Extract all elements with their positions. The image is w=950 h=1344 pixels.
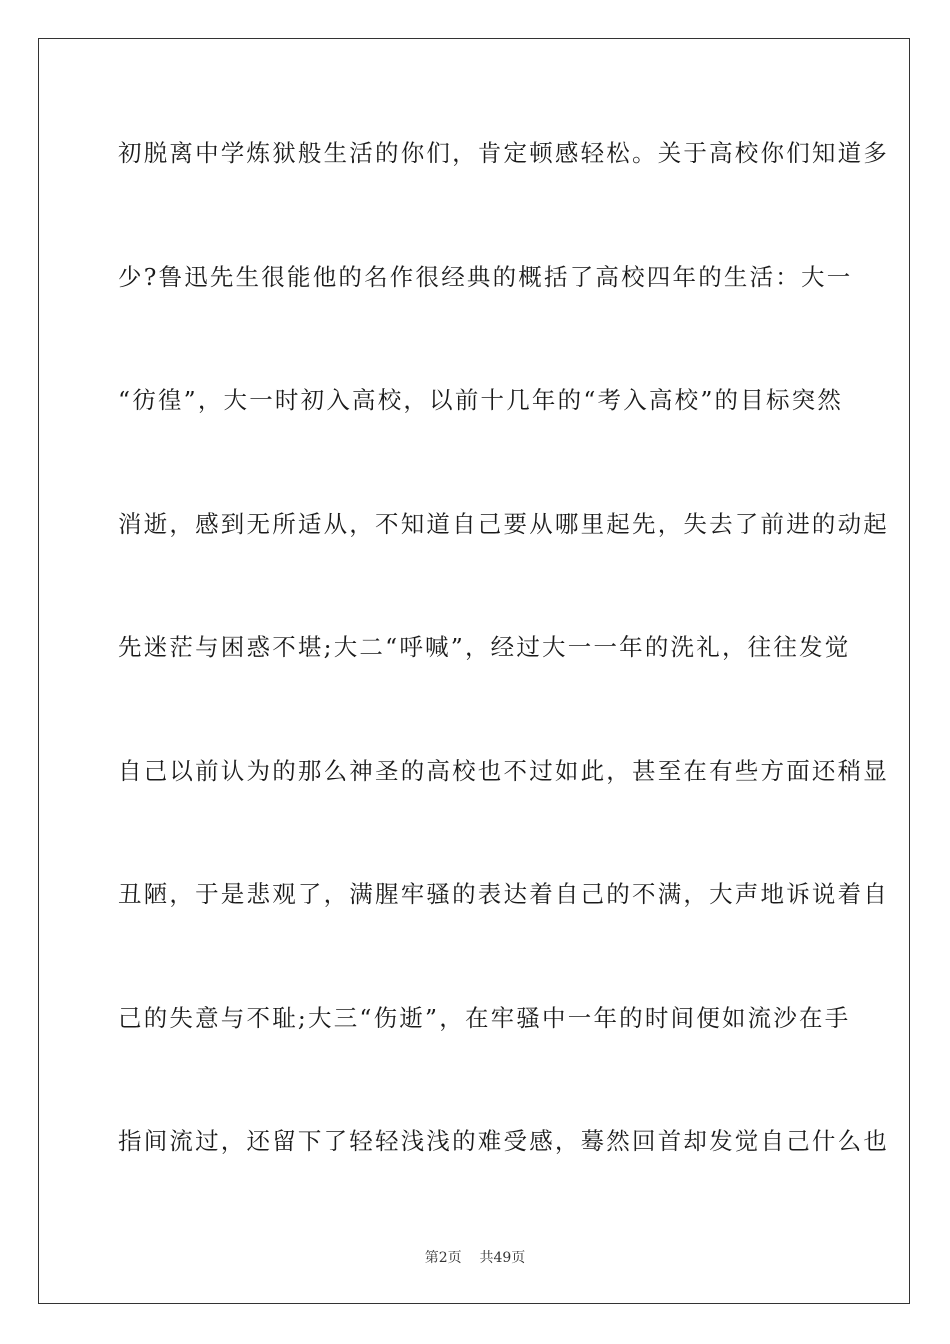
text-line: “彷徨”，大一时初入高校，以前十几年的“考入高校”的目标突然	[118, 386, 844, 414]
text-line: 指间流过，还留下了轻轻浅浅的难受感，蓦然回首却发觉自己什么也	[118, 1127, 889, 1155]
text-line: 先迷茫与困惑不堪;大二“呼喊”，经过大一一年的洗礼，往往发觉	[118, 633, 851, 661]
text-line: 消逝，感到无所适从，不知道自己要从哪里起先，失去了前进的动起	[118, 509, 889, 538]
text-line: 少?鲁迅先生很能他的名作很经典的概括了高校四年的生活：大一	[118, 262, 853, 291]
text-line: 初脱离中学炼狱般生活的你们，肯定顿感轻松。关于高校你们知道多	[118, 139, 889, 167]
text-line: 丑陋，于是悲观了，满腥牢骚的表达着自己的不满，大声地诉说着自	[118, 880, 889, 908]
text-line: 自己以前认为的那么神圣的高校也不过如此，甚至在有些方面还稍显	[118, 756, 889, 785]
text-line: 己的失意与不耻;大三“伤逝”，在牢骚中一年的时间便如流沙在手	[118, 1003, 851, 1032]
body-text	[118, 130, 889, 1242]
page-number-footer: 第2页 共49页	[424, 1250, 526, 1266]
